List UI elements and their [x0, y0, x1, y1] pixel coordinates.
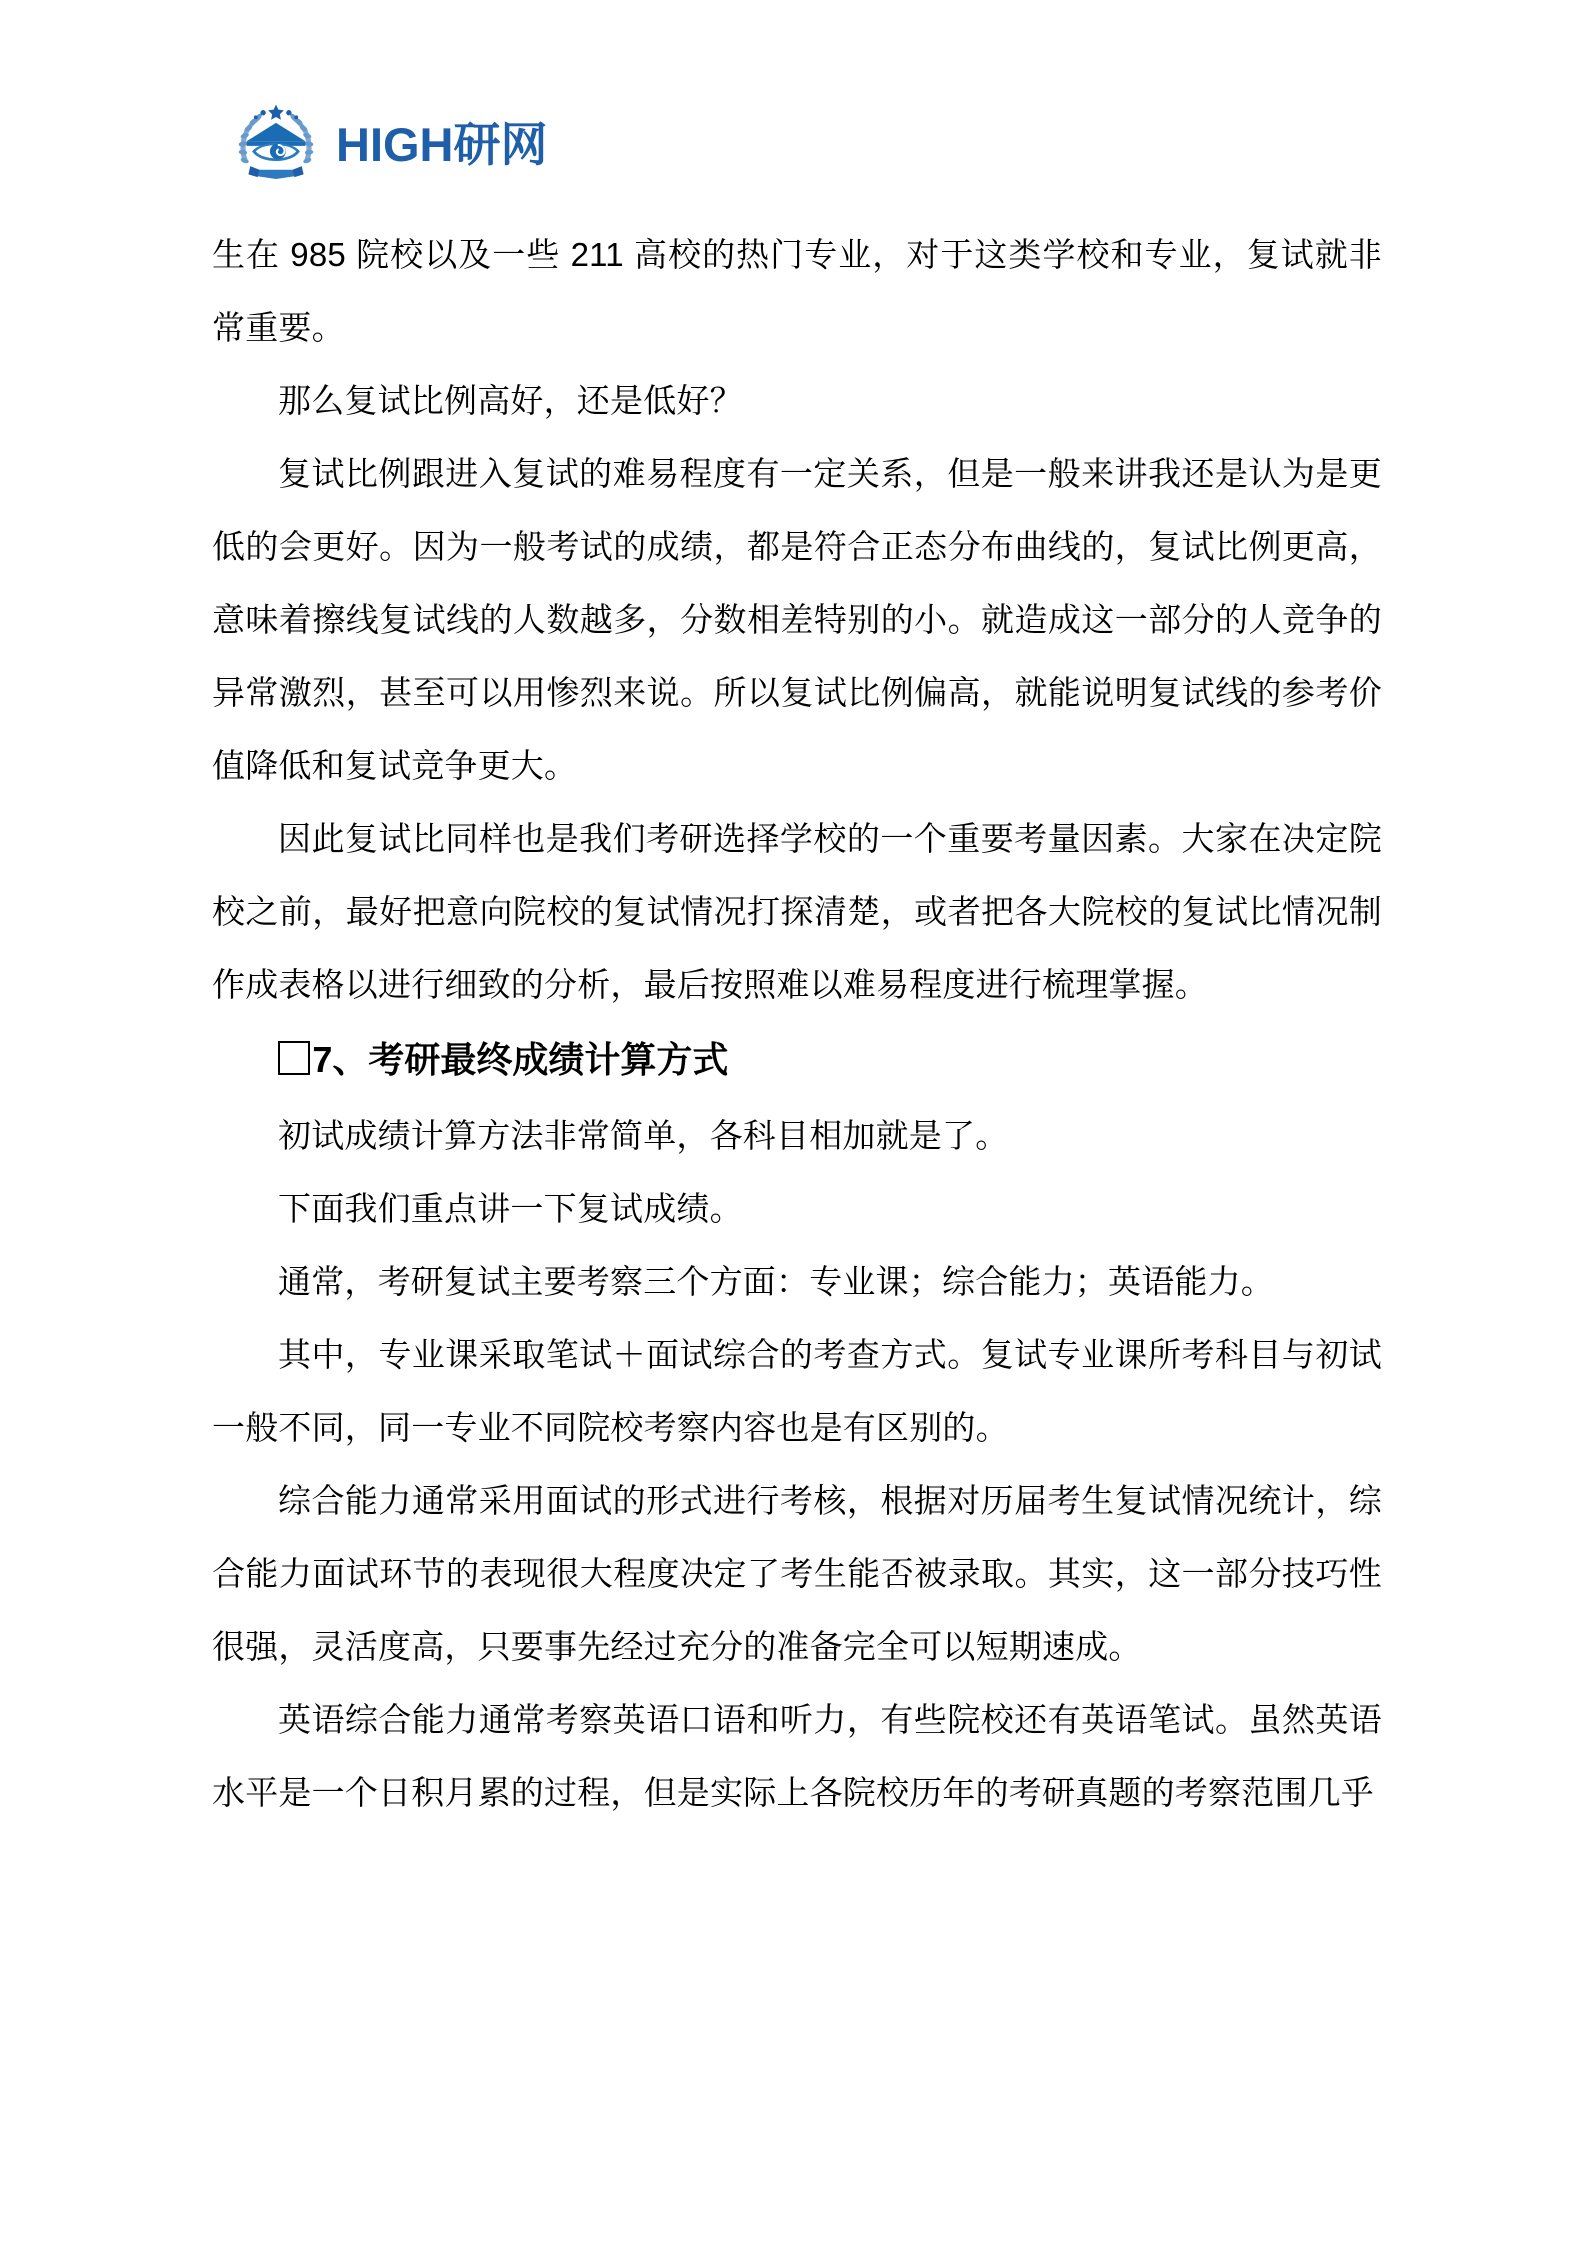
site-logo-text: HIGH研网: [336, 117, 548, 171]
paragraph: 复试比例跟进入复试的难易程度有一定关系，但是一般来讲我还是认为是更低的会更好。因为一般考试的成绩，都是符合正态分布曲线的，复试比例更高，意味着擦线复试线的人数越多，分数相差特别的小。就造成这一部分的人竞争的异常激烈，甚至可以用惨烈来说。所以复试比例偏高，就能说明复试线的参考价值降低和复试竞争更大。: [212, 455, 1382, 784]
paragraph: 下面我们重点讲一下复试成绩。: [278, 1190, 743, 1227]
paragraph: 英语综合能力通常考察英语口语和听力，有些院校还有英语笔试。虽然英语水平是一个日积月累的过程，但是实际上各院校历年的考研真题的考察范围几乎: [212, 1701, 1382, 1811]
section-heading: [212, 1021, 1382, 1099]
section-heading-label: 7、考研最终成绩计算方式: [312, 1039, 729, 1080]
paragraph: 因此复试比同样也是我们考研选择学校的一个重要考量因素。大家在决定院校之前，最好把意向院校的复试情况打探清楚，或者把各大院校的复试比情况制作成表格以进行细致的分析，最后按照难以难易程度进行梳理掌握。: [212, 820, 1382, 1003]
paragraph: 通常，考研复试主要考察三个方面：专业课；综合能力；英语能力。: [278, 1263, 1274, 1300]
paragraph: 其中，专业课采取笔试＋面试综合的考查方式。复试专业课所考科目与初试一般不同，同一专业不同院校考察内容也是有区别的。: [212, 1336, 1382, 1446]
paragraph: 综合能力通常采用面试的形式进行考核，根据对历届考生复试情况统计，综合能力面试环节的表现很大程度决定了考生能否被录取。其实，这一部分技巧性很强，灵活度高，只要事先经过充分的准备完全可以短期速成。: [212, 1482, 1382, 1665]
paragraph: 初试成绩计算方法非常简单，各科目相加就是了。: [278, 1117, 1009, 1154]
paragraph: 那么复试比例高好，还是低好？: [278, 382, 743, 419]
document-body: [212, 218, 1382, 1829]
missing-glyph-box-icon: [278, 1041, 310, 1075]
graduation-cap-eye-laurel-logo-icon: [230, 98, 322, 190]
site-logo: [230, 98, 548, 190]
paragraph: 生在 985 院校以及一些 211 高校的热门专业，对于这类学校和专业，复试就非常重要。: [212, 236, 1382, 346]
